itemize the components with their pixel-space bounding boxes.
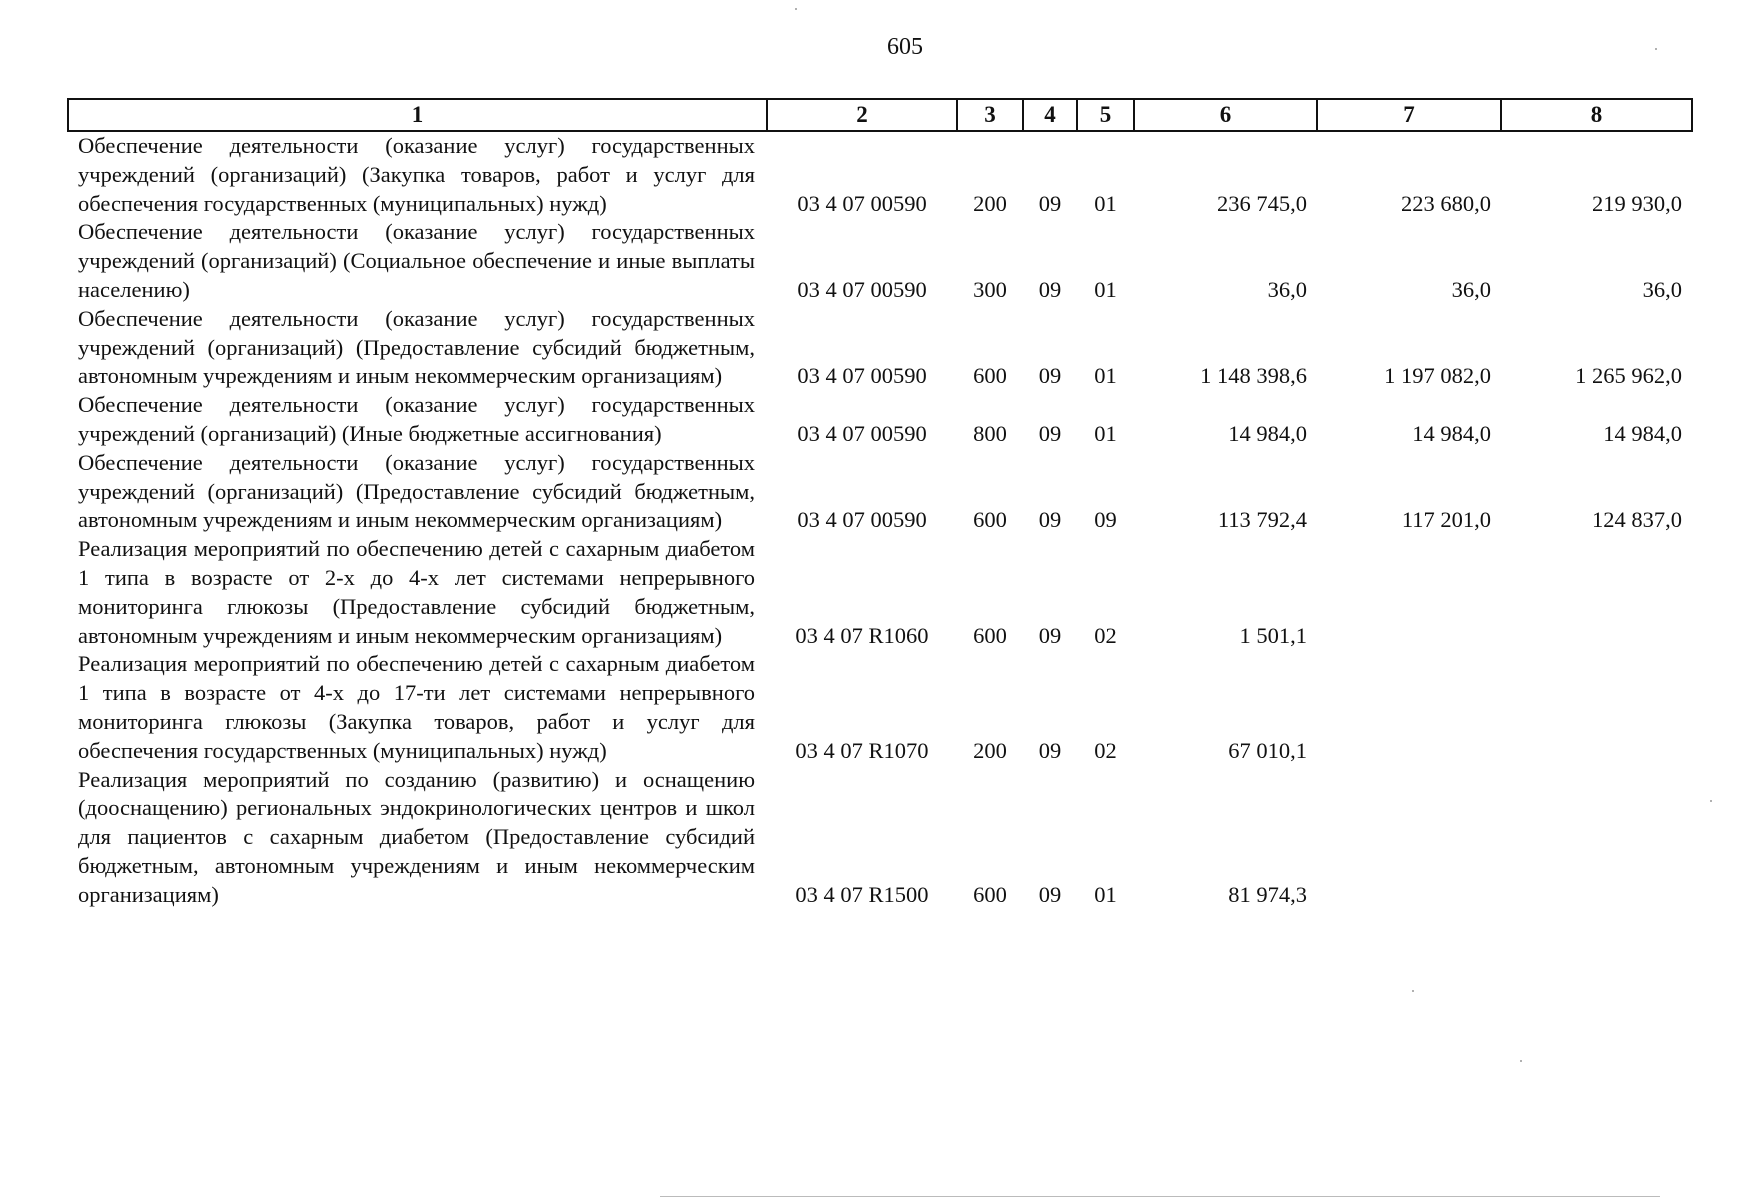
row-value-6: 67 010,1	[1228, 737, 1307, 763]
row-col-4: 09	[1038, 276, 1062, 302]
page-number: 605	[887, 34, 923, 60]
row-code: 03 4 07 R1060	[795, 622, 929, 648]
table-row	[68, 449, 1692, 535]
table-row	[68, 650, 1692, 765]
row-col-3: 300	[973, 276, 1007, 302]
row-col-4: 09	[1038, 622, 1062, 648]
header-row	[68, 99, 1692, 131]
row-value-7	[1317, 766, 1501, 910]
row-description: Обеспечение деятельности (оказание услуг) государственных учреждений (организаций) (Социальное обеспечение и иные выплаты населению)	[78, 219, 755, 302]
scan-speck	[1655, 48, 1657, 50]
row-col-5: 09	[1094, 507, 1117, 533]
row-value-7: 117 201,0	[1401, 507, 1491, 533]
header-col-7: 7	[1317, 99, 1501, 131]
row-col-3: 600	[973, 881, 1007, 907]
row-col-4: 09	[1038, 737, 1062, 763]
row-description: Обеспечение деятельности (оказание услуг) государственных учреждений (организаций) (Предоставление субсидий бюджетным, автономным учреждениям и иным некоммерческим организациям)	[78, 305, 755, 389]
row-value-8	[1501, 535, 1692, 650]
scan-speck	[1412, 990, 1414, 992]
row-col-3: 200	[973, 190, 1007, 216]
header-col-4: 4	[1023, 99, 1077, 131]
row-col-5: 01	[1094, 190, 1117, 216]
row-value-6: 1 501,1	[1239, 622, 1307, 648]
table-row	[68, 305, 1692, 391]
row-value-7: 1 197 082,0	[1384, 363, 1491, 389]
header-col-2: 2	[767, 99, 957, 131]
row-description: Обеспечение деятельности (оказание услуг) государственных учреждений (организаций) (Иные бюджетные ассигнования)	[78, 392, 755, 446]
row-value-8: 14 984,0	[1603, 420, 1682, 446]
row-col-4: 09	[1038, 507, 1062, 533]
row-col-5: 02	[1094, 737, 1117, 763]
header-col-5: 5	[1077, 99, 1134, 131]
header-col-3: 3	[957, 99, 1023, 131]
row-code: 03 4 07 00590	[797, 363, 927, 389]
row-col-4: 09	[1038, 881, 1062, 907]
scan-speck	[795, 8, 797, 10]
row-value-7: 223 680,0	[1401, 190, 1491, 216]
row-value-8	[1501, 766, 1692, 910]
table-row	[68, 131, 1692, 218]
row-value-8: 124 837,0	[1592, 507, 1682, 533]
row-col-3: 600	[973, 507, 1007, 533]
row-code: 03 4 07 00590	[797, 420, 927, 446]
budget-table	[67, 98, 1693, 910]
row-col-3: 600	[973, 363, 1007, 389]
row-value-6: 236 745,0	[1217, 190, 1307, 216]
row-code: 03 4 07 00590	[797, 276, 927, 302]
row-value-6: 81 974,3	[1228, 881, 1307, 907]
row-col-5: 01	[1094, 881, 1117, 907]
table-row	[68, 218, 1692, 304]
row-col-5: 01	[1094, 276, 1117, 302]
row-code: 03 4 07 R1500	[795, 881, 929, 907]
row-description: Реализация мероприятий по обеспечению детей с сахарным диабетом 1 типа в возрасте от 4-х до 17-ти лет системами непрерывного мониторинга глюкозы (Закупка товаров, работ и услуг для обеспечения государственных (муниципальных) нужд)	[78, 651, 755, 763]
table-row	[68, 391, 1692, 449]
row-value-6: 1 148 398,6	[1200, 363, 1307, 389]
header-col-1: 1	[68, 99, 767, 131]
row-value-7	[1317, 650, 1501, 765]
row-code: 03 4 07 00590	[797, 507, 927, 533]
row-col-3: 600	[973, 622, 1007, 648]
row-value-8: 1 265 962,0	[1575, 363, 1682, 389]
scan-edge-line	[660, 1196, 1660, 1197]
table-row	[68, 766, 1692, 910]
row-value-7	[1317, 535, 1501, 650]
row-value-6: 36,0	[1267, 276, 1307, 302]
row-value-7: 36,0	[1451, 276, 1491, 302]
row-value-6: 14 984,0	[1228, 420, 1307, 446]
row-description: Обеспечение деятельности (оказание услуг) государственных учреждений (организаций) (Закупка товаров, работ и услуг для обеспечения государственных (муниципальных) нужд)	[78, 133, 755, 216]
row-description: Обеспечение деятельности (оказание услуг) государственных учреждений (организаций) (Предоставление субсидий бюджетным, автономным учреждениям и иным некоммерческим организациям)	[78, 449, 755, 533]
row-col-4: 09	[1038, 363, 1062, 389]
header-col-6: 6	[1134, 99, 1317, 131]
row-code: 03 4 07 00590	[797, 190, 927, 216]
row-value-7: 14 984,0	[1412, 420, 1491, 446]
row-description: Реализация мероприятий по обеспечению детей с сахарным диабетом 1 типа в возрасте от 2-х до 4-х лет системами непрерывного мониторинга глюкозы (Предоставление субсидий бюджетным, автономным учреждениям и иным некоммерческим организациям)	[78, 536, 755, 648]
header-col-8: 8	[1501, 99, 1692, 131]
scan-speck	[1710, 800, 1712, 802]
table-row	[68, 535, 1692, 650]
row-col-5: 02	[1094, 622, 1117, 648]
row-col-3: 800	[973, 420, 1007, 446]
row-value-6: 113 792,4	[1217, 507, 1307, 533]
row-col-4: 09	[1038, 420, 1062, 446]
row-description: Реализация мероприятий по созданию (развитию) и оснащению (дооснащению) региональных эндокринологических центров и школ для пациентов с сахарным диабетом (Предоставление субсидий бюджетным, автономным учреждениям и иным некоммерческим организациям)	[78, 766, 755, 907]
row-value-8: 36,0	[1642, 276, 1682, 302]
row-col-4: 09	[1038, 190, 1062, 216]
row-value-8: 219 930,0	[1592, 190, 1682, 216]
row-col-5: 01	[1094, 420, 1117, 446]
row-col-5: 01	[1094, 363, 1117, 389]
scan-speck	[1520, 1060, 1522, 1062]
row-code: 03 4 07 R1070	[795, 737, 929, 763]
row-col-3: 200	[973, 737, 1007, 763]
row-value-8	[1501, 650, 1692, 765]
